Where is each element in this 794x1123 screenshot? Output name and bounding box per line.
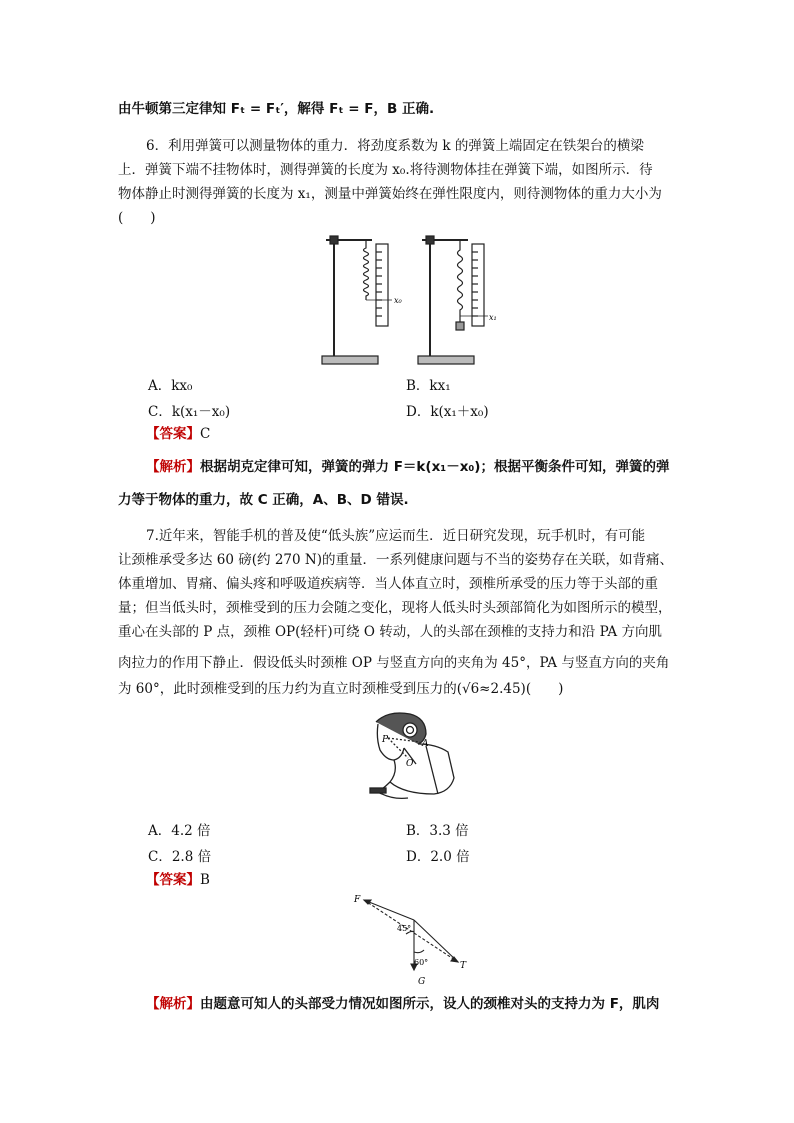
label-force-f: F: [354, 895, 361, 905]
q7-line-5: 重心在头部的 P 点，颈椎 OP(轻杆)可绕 O 转动，人的头部在颈椎的支持力和沿 PA 方向肌: [118, 624, 662, 640]
intro-line: 由牛顿第三定律知 Fₜ = Fₜ′，解得 Fₜ = F，B 正确.: [118, 101, 435, 117]
label-a: A: [422, 739, 429, 749]
q6-option-a: A．kx₀: [148, 378, 193, 394]
q7-line-1: 7.近年来，智能手机的普及使“低头族”应运而生．近日研究发现，玩手机时，有可能: [146, 528, 646, 544]
q6-option-c: C．k(x₁－x₀): [148, 404, 231, 420]
q7-line-4: 量；但当低头时，颈椎受到的压力会随之变化，现将人低头时头颈部简化为如图所示的模型，: [118, 600, 672, 616]
q7-line-2: 让颈椎承受多达 60 磅(约 270 N)的重量．一系列健康问题与不当的姿势存在关联，如背痛、: [118, 552, 673, 568]
label-x1: x₁: [489, 313, 497, 322]
label-angle-60: 60°: [414, 958, 429, 967]
analysis-text-1: 由题意可知人的头部受力情况如图所示，设人的颈椎对头的支持力为 F，肌肉: [200, 996, 660, 1012]
q6-option-b: B．kx₁: [406, 378, 451, 394]
left-stand: [322, 236, 392, 364]
q7-option-d: D．2.0 倍: [406, 849, 470, 865]
analysis-text-1: 根据胡克定律可知，弹簧的弹力 F＝k(x₁－x₀)；根据平衡条件可知，弹簧的弹: [200, 459, 670, 475]
force-t-line: [414, 920, 458, 962]
q7-answer: [146, 871, 210, 889]
q7-option-b: B．3.3 倍: [406, 823, 469, 839]
q6-answer: [146, 425, 210, 443]
label-o: O: [406, 759, 414, 769]
label-angle-45: 45°: [397, 924, 412, 933]
q6-spring-figure: [318, 228, 498, 370]
q6-line-2: 上．弹簧下端不挂物体时，测得弹簧的长度为 x₀.将待测物体挂在弹簧下端，如图所示．待: [118, 162, 653, 178]
q7-person-figure: [364, 708, 460, 812]
q6-analysis-line-1: [146, 458, 669, 476]
label-force-t: T: [460, 961, 467, 971]
analysis-tag: 【解析】: [146, 996, 200, 1012]
q7-line-7: 为 60°，此时颈椎受到的压力约为直立时颈椎受到压力的(√6≈2.45)( ): [118, 681, 564, 697]
label-p: P: [382, 735, 389, 745]
q6-line-4: ( ): [118, 210, 156, 226]
answer-value: B: [200, 872, 210, 888]
label-force-g: G: [418, 977, 426, 987]
q6-option-d: D．k(x₁＋x₀): [406, 404, 489, 420]
q7-line-6: 肉拉力的作用下静止．假设低头时颈椎 OP 与竖直方向的夹角为 45°，PA 与竖直方向的夹角: [118, 655, 670, 671]
label-x0: x₀: [394, 296, 402, 305]
q7-analysis-line-1: [146, 995, 659, 1013]
answer-value: C: [200, 426, 211, 442]
q6-analysis-line-2: 力等于物体的重力，故 C 正确，A、B、D 错误.: [118, 492, 409, 508]
right-stand: [418, 236, 488, 364]
q7-line-3: 体重增加、胃痛、偏头疼和呼吸道疾病等．当人体直立时，颈椎所承受的压力等于头部的重: [118, 576, 658, 592]
analysis-tag: 【解析】: [146, 459, 200, 475]
q6-line-1: 6．利用弹簧可以测量物体的重力．将劲度系数为 k 的弹簧上端固定在铁架台的横梁: [146, 138, 644, 154]
q7-option-a: A．4.2 倍: [148, 823, 211, 839]
q6-line-3: 物体静止时测得弹簧的长度为 x₁，测量中弹簧始终在弹性限度内，则待测物体的重力大小为: [118, 186, 662, 202]
force-diagram: [350, 890, 474, 990]
answer-tag: 【答案】: [146, 872, 200, 888]
q7-option-c: C．2.8 倍: [148, 849, 212, 865]
answer-tag: 【答案】: [146, 426, 200, 442]
